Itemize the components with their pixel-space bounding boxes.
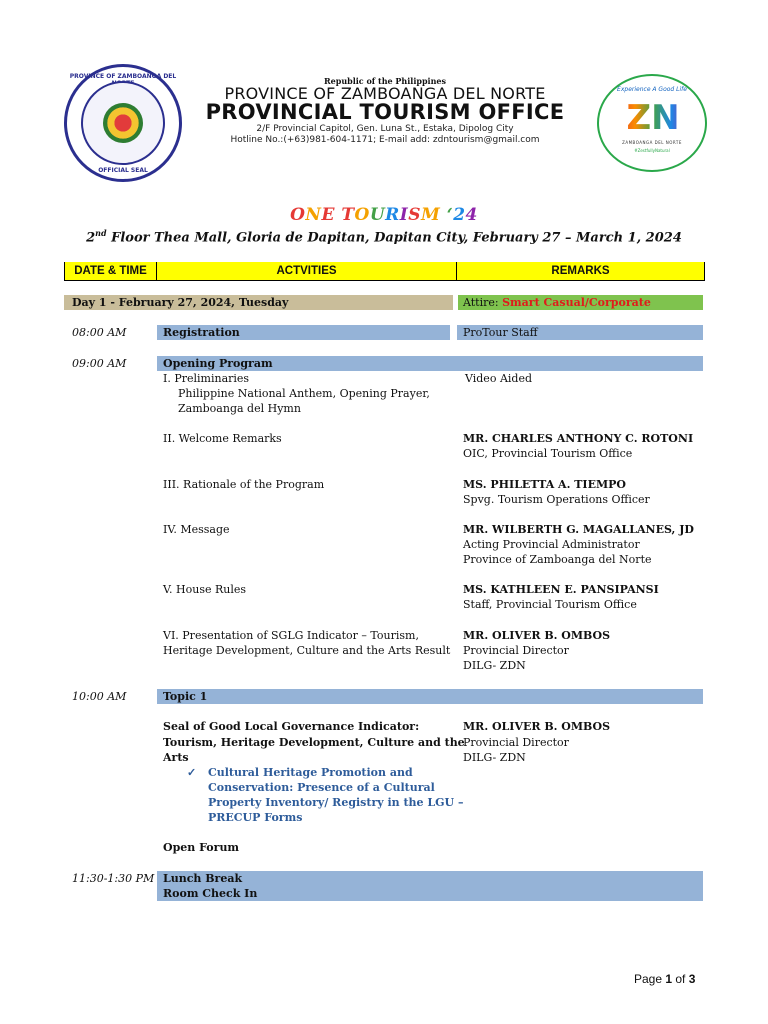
province-name: PROVINCE OF ZAMBOANGA DEL NORTE [224, 84, 546, 103]
seal-emblem [81, 81, 165, 165]
header-underline [64, 280, 705, 281]
topic-title-line-1: Seal of Good Local Governance Indicator: [163, 720, 420, 733]
office-address: 2/F Provincial Capitol, Gen. Luna St., Estaka, Dipolog City [256, 124, 514, 134]
event-title-letter: ‘ [446, 205, 454, 225]
event-title [0, 205, 768, 225]
remark-video: Video Aided [465, 372, 532, 385]
day-label: Day 1 - February 27, 2024, Tuesday [72, 296, 289, 309]
event-title-letter: S [408, 205, 422, 225]
topic-title-line-2: Tourism, Heritage Development, Culture and the [163, 736, 465, 749]
checkmark-icon: ✓ [187, 766, 197, 779]
message-role-1: Acting Provincial Administrator [463, 538, 640, 551]
activity-preliminaries: I. Preliminaries [163, 372, 250, 385]
preliminaries-line-2: Zamboanga del Hymn [178, 402, 301, 415]
logo-hashtag: #ZestfullyNatural [634, 148, 670, 153]
activity-topic-1: Topic 1 [163, 690, 208, 703]
subtopic-line-4: PRECUP Forms [208, 811, 303, 824]
rationale-speaker: MS. PHILETTA A. TIEMPO [463, 478, 626, 491]
zdn-tourism-logo [597, 74, 707, 172]
welcome-speaker: MR. CHARLES ANTHONY C. ROTONI [463, 432, 694, 445]
event-title-letter: 4 [465, 205, 478, 225]
header-date-time: DATE & TIME [64, 262, 157, 280]
topic-speaker-role-1: Provincial Director [463, 736, 569, 749]
header-remarks: REMARKS [457, 262, 705, 280]
page-of: of [672, 972, 689, 986]
activity-sglg-line-1: VI. Presentation of SGLG Indicator – Tourism, [163, 629, 419, 642]
activity-welcome: II. Welcome Remarks [163, 432, 282, 445]
event-title-letter: U [369, 205, 386, 225]
activity-rationale: III. Rationale of the Program [163, 478, 325, 491]
page-current: 1 [665, 972, 673, 986]
office-name: PROVINCIAL TOURISM OFFICE [205, 100, 565, 124]
header-activities: ACTVITIES [157, 262, 457, 280]
rules-speaker: MS. KATHLEEN E. PANSIPANSI [463, 583, 659, 596]
preliminaries-line-1: Philippine National Anthem, Opening Prayer, [178, 387, 430, 400]
topic-speaker-role-2: DILG- ZDN [463, 751, 526, 764]
event-title-letter: 2 [453, 205, 466, 225]
event-title-letter: E [321, 205, 335, 225]
venue-rest: Floor Thea Mall, Gloria de Dapitan, Dapitan City, February 27 – March 1, 2024 [106, 230, 682, 246]
time-1130: 11:30-1:30 PM [72, 872, 155, 885]
subtopic-line-3: Property Inventory/ Registry in the LGU – [208, 796, 464, 809]
event-venue [0, 228, 768, 245]
office-hotline: Hotline No.:(+63)981-604-1171; E-mail add: zdntourism@gmail.com [230, 135, 540, 145]
seal-text-top: PROVINCE OF ZAMBOANGA DEL [69, 73, 177, 80]
logo-slogan: Experience A Good Life [617, 86, 687, 93]
activity-open-forum: Open Forum [163, 841, 240, 854]
message-speaker: MR. WILBERTH G. MAGALLANES, JD [463, 523, 694, 536]
event-title-letter: O [354, 205, 370, 225]
time-1000: 10:00 AM [72, 690, 127, 703]
topic-title-line-3: Arts [163, 751, 189, 764]
attire-text [463, 295, 651, 310]
activity-registration: Registration [163, 326, 240, 339]
sglg-speaker: MR. OLIVER B. OMBOS [463, 629, 611, 642]
page-total: 3 [688, 972, 696, 986]
venue-sup: nd [95, 228, 107, 238]
seal-text-bottom: OFFICIAL SEAL [98, 167, 148, 174]
sglg-role-1: Provincial Director [463, 644, 569, 657]
page-number [634, 972, 695, 986]
topic1-bar [157, 689, 703, 704]
venue-prefix: 2 [86, 230, 96, 246]
message-role-2: Province of Zamboanga del Norte [463, 553, 652, 566]
activity-room-check-in: Room Check In [163, 887, 258, 900]
activity-opening-program: Opening Program [163, 357, 273, 370]
activity-message: IV. Message [163, 523, 230, 536]
attire-value: Smart Casual/Corporate [502, 296, 651, 309]
time-0900: 09:00 AM [72, 357, 127, 370]
page-prefix: Page [634, 972, 666, 986]
event-title-letter: I [399, 205, 409, 225]
rationale-role: Spvg. Tourism Operations Officer [463, 493, 650, 506]
rules-role: Staff, Provincial Tourism Office [463, 598, 637, 611]
subtopic-line-1: Cultural Heritage Promotion and [208, 766, 413, 779]
logo-mark: ZN [617, 98, 689, 138]
republic-line: Republic of the Philippines [323, 76, 446, 86]
event-title-letter: O [290, 205, 306, 225]
event-title-letter: M [421, 205, 441, 225]
activity-house-rules: V. House Rules [163, 583, 247, 596]
welcome-role: OIC, Provincial Tourism Office [463, 447, 633, 460]
activity-lunch-break: Lunch Break [163, 872, 243, 885]
attire-label: Attire: [463, 296, 503, 309]
time-0800: 08:00 AM [72, 326, 127, 339]
event-title-letter: N [305, 205, 322, 225]
topic-speaker: MR. OLIVER B. OMBOS [463, 720, 611, 733]
logo-province: ZAMBOANGA DEL NORTE [622, 140, 682, 145]
subtopic-line-2: Conservation: Presence of a Cultural [208, 781, 435, 794]
event-title-letter: T [341, 205, 355, 225]
remark-protour: ProTour Staff [463, 326, 538, 339]
event-title-letter: R [385, 205, 400, 225]
provincial-seal-logo [64, 64, 182, 182]
seal-core-icon [103, 103, 143, 143]
activity-sglg-line-2: Heritage Development, Culture and the Arts Result [163, 644, 451, 657]
sglg-role-2: DILG- ZDN [463, 659, 526, 672]
